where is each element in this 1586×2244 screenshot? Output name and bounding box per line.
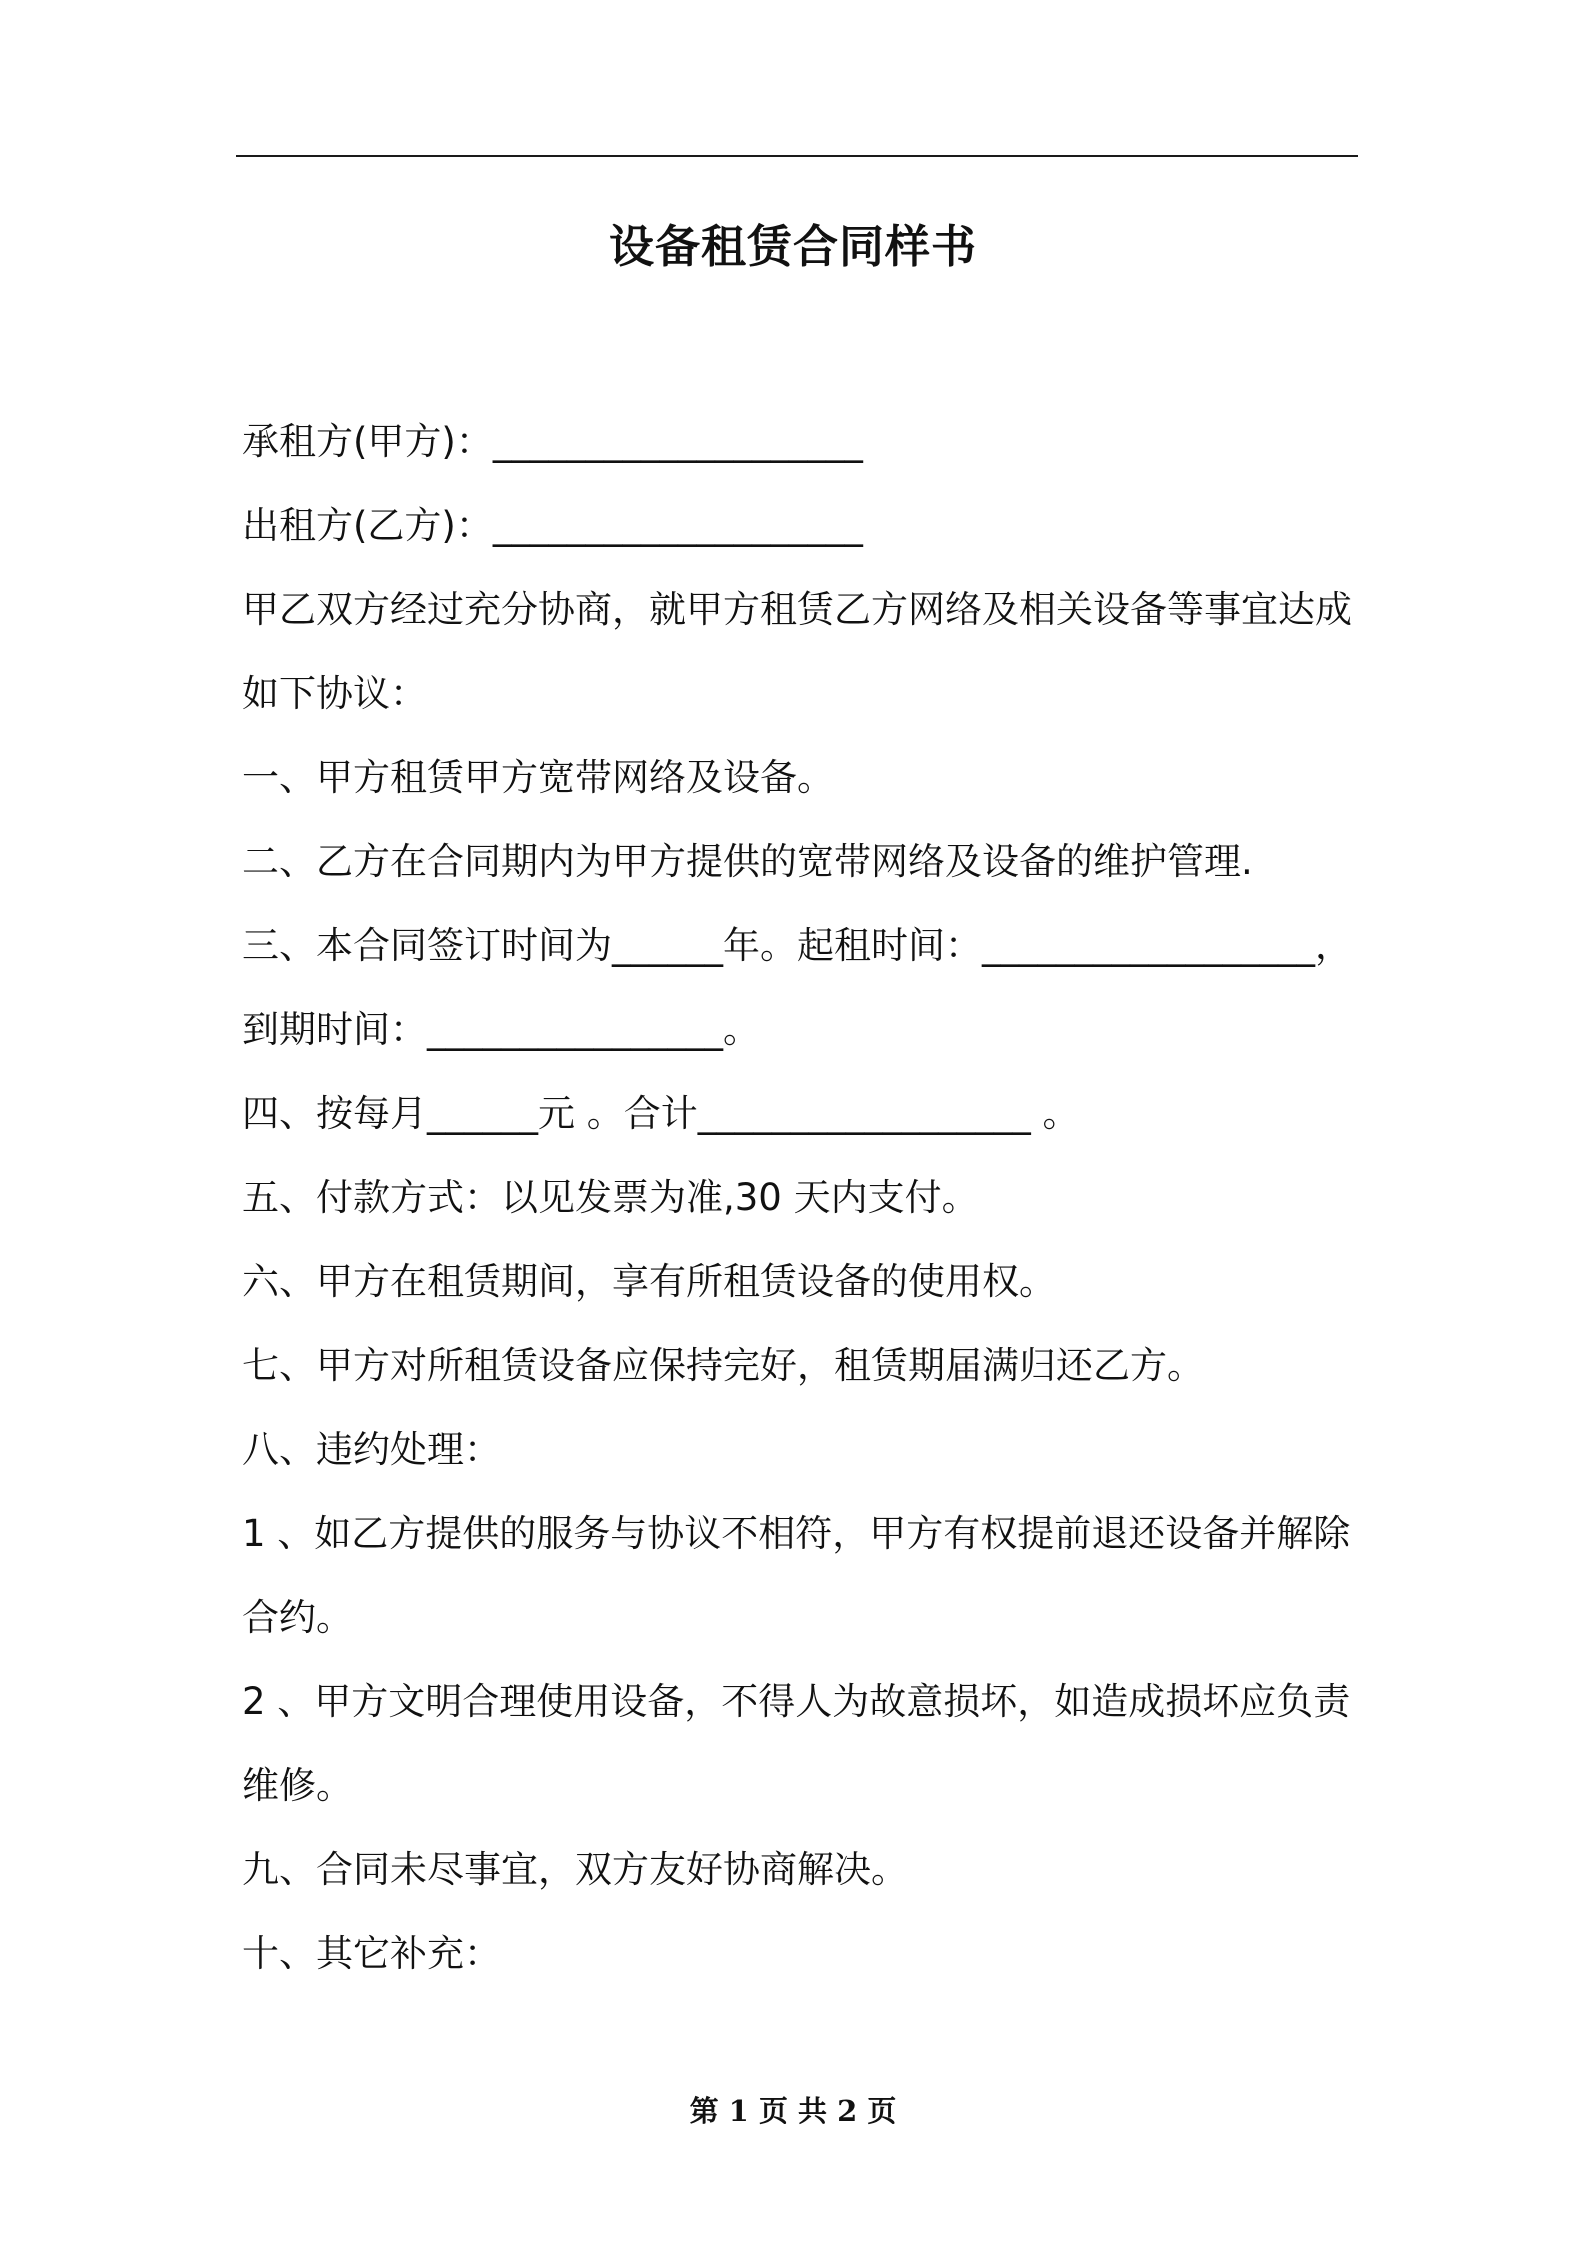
clause-2: 二、乙方在合同期内为甲方提供的宽带网络及设备的维护管理. xyxy=(242,840,1253,883)
contract-body xyxy=(242,400,1360,1996)
clause-8-item-2-line-2: 维修。 xyxy=(242,1764,353,1807)
header-rule xyxy=(236,155,1358,157)
clause-4: 四、按每月______元 。合计__________________ 。 xyxy=(242,1092,1080,1135)
clause-8-item-1-line-2: 合约。 xyxy=(242,1596,353,1639)
clause-1: 一、甲方租赁甲方宽带网络及设备。 xyxy=(242,756,834,799)
lessor-line: 出租方(乙方)：____________________ xyxy=(242,504,863,547)
clause-7: 七、甲方对所租赁设备应保持完好，租赁期届满归还乙方。 xyxy=(242,1344,1204,1387)
document-title: 设备租赁合同样书 xyxy=(608,220,977,273)
clause-9: 九、合同未尽事宜，双方友好协商解决。 xyxy=(242,1848,908,1891)
clause-8-item-2-line-1: 2 、甲方文明合理使用设备，不得人为故意损坏，如造成损坏应负责 xyxy=(242,1680,1351,1723)
clause-6: 六、甲方在租赁期间，享有所租赁设备的使用权。 xyxy=(242,1260,1056,1303)
clause-3-line-1: 三、本合同签订时间为______年。起租时间：__________________， xyxy=(242,924,1352,967)
preamble-line-2: 如下协议： xyxy=(242,672,427,715)
clause-10: 十、其它补充： xyxy=(242,1932,501,1975)
clause-8-item-1-line-1: 1 、如乙方提供的服务与协议不相符，甲方有权提前退还设备并解除 xyxy=(242,1512,1351,1555)
page-number: 第 1 页 共 2 页 xyxy=(689,2094,897,2128)
clause-5: 五、付款方式：以见发票为准,30 天内支付。 xyxy=(242,1176,979,1219)
clause-3-line-2: 到期时间：________________。 xyxy=(242,1008,760,1051)
preamble-line-1: 甲乙双方经过充分协商，就甲方租赁乙方网络及相关设备等事宜达成 xyxy=(242,588,1352,631)
lessee-line: 承租方(甲方)：____________________ xyxy=(242,420,863,463)
clause-8-heading: 八、违约处理： xyxy=(242,1428,501,1471)
